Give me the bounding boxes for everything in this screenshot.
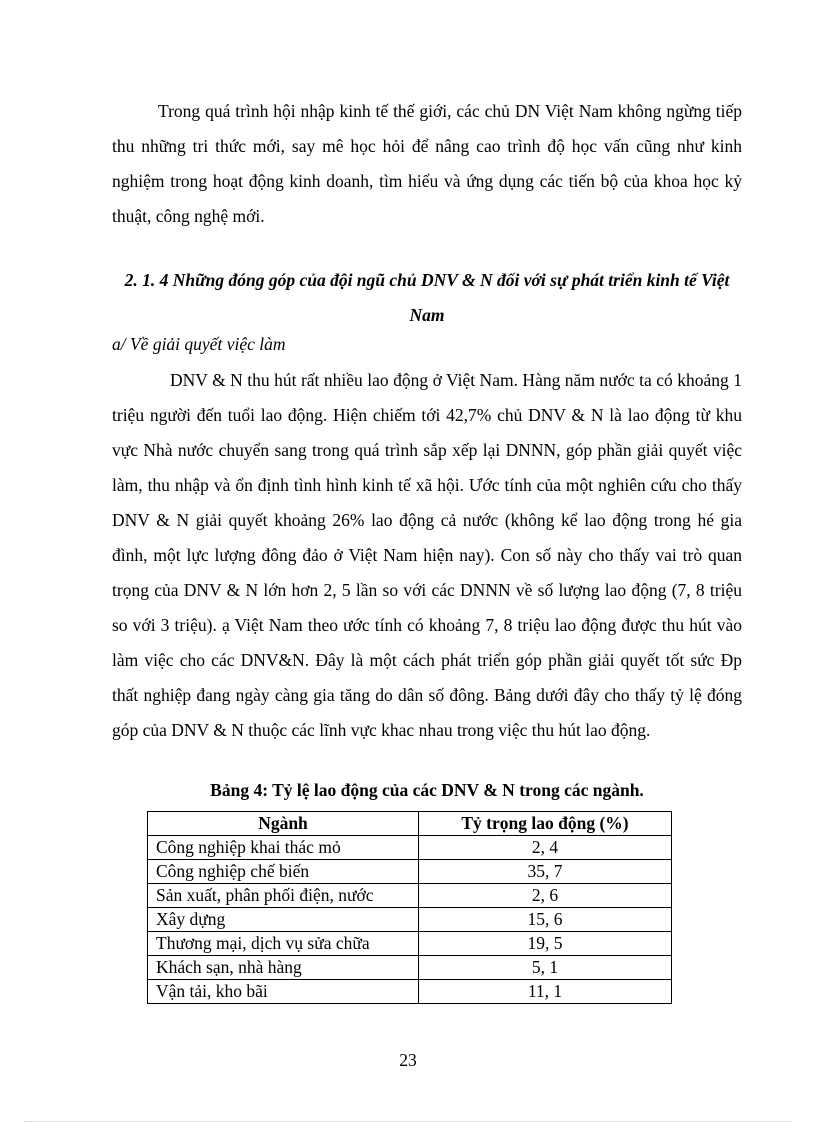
- table-row: [148, 884, 672, 908]
- sector-cell: Khách sạn, nhà hàng: [148, 956, 419, 980]
- labor-share-cell: 5, 1: [419, 956, 672, 980]
- column-header-labor-share: Tỷ trọng lao động (%): [419, 812, 672, 836]
- table-header-row: [148, 812, 672, 836]
- sector-cell: Công nghiệp khai thác mỏ: [148, 836, 419, 860]
- sector-cell: Thương mại, dịch vụ sửa chữa: [148, 932, 419, 956]
- labor-share-table: [147, 811, 672, 1004]
- sector-cell: Vận tải, kho bãi: [148, 980, 419, 1004]
- section-heading: 2. 1. 4 Những đóng góp của đội ngũ chủ DNV & N đối với sự phát triển kinh tế Việt Nam: [124, 270, 730, 325]
- table-row: [148, 860, 672, 884]
- column-header-sector: Ngành: [148, 812, 419, 836]
- table-caption: Bảng 4: Tỷ lệ lao động của các DNV & N trong các ngành.: [210, 780, 644, 800]
- body-paragraph: DNV & N thu hút rất nhiều lao động ở Việt Nam. Hàng năm nước ta có khoảng 1 triệu người đến tuổi lao động. Hiện chiếm tới 42,7% chủ DNV & N là lao động từ khu vực Nhà nước chuyển sang trong quá trình sắp xếp lại DNNN, góp phần giải quyết việc làm, thu nhập và ổn định tình hình kinh tế xã hội. Ước tính của một nghiên cứu cho thấy DNV & N giải quyết khoảng 26% lao động cả nước (không kể lao động trong hé gia đình, một lực lượng đông đảo ở Việt Nam hiện nay). Con số này cho thấy vai trò quan trọng của DNV & N lớn hơn 2, 5 lần so với các DNNN về số lượng lao động (7, 8 triệu so với 3 triệu). ạ Việt Nam theo ước tính có khoảng 7, 8 triệu lao động được thu hút vào làm việc cho các DNV&N. Đây là một cách phát triển góp phần giải quyết tốt sức Đp thất nghiệp đang ngày càng gia tăng do dân số đông. Bảng dưới đây cho thấy tỷ lệ đóng góp của DNV & N thuộc các lĩnh vực khac nhau trong việc thu hút lao động.: [112, 370, 742, 740]
- labor-share-cell: 11, 1: [419, 980, 672, 1004]
- table-row: [148, 908, 672, 932]
- page-bottom-divider: [24, 1121, 792, 1122]
- page-number: 23: [399, 1050, 417, 1070]
- table-row: [148, 956, 672, 980]
- sector-cell: Sản xuất, phân phối điện, nước: [148, 884, 419, 908]
- labor-share-cell: 2, 6: [419, 884, 672, 908]
- labor-share-cell: 35, 7: [419, 860, 672, 884]
- labor-share-cell: 19, 5: [419, 932, 672, 956]
- table-row: [148, 980, 672, 1004]
- labor-share-cell: 2, 4: [419, 836, 672, 860]
- labor-share-cell: 15, 6: [419, 908, 672, 932]
- intro-paragraph: Trong quá trình hội nhập kinh tế thế giới, các chủ DN Việt Nam không ngừng tiếp thu những tri thức mới, say mê học hỏi để nâng cao trình độ học vấn cũng như kinh nghiệm trong hoạt động kinh doanh, tìm hiểu và ứng dụng các tiến bộ của khoa học kỷ thuật, công nghệ mới.: [112, 101, 742, 226]
- table-row: [148, 932, 672, 956]
- subsection-heading: a/ Về giải quyết việc làm: [112, 334, 286, 354]
- sector-cell: Công nghiệp chế biến: [148, 860, 419, 884]
- sector-cell: Xây dựng: [148, 908, 419, 932]
- table-row: [148, 836, 672, 860]
